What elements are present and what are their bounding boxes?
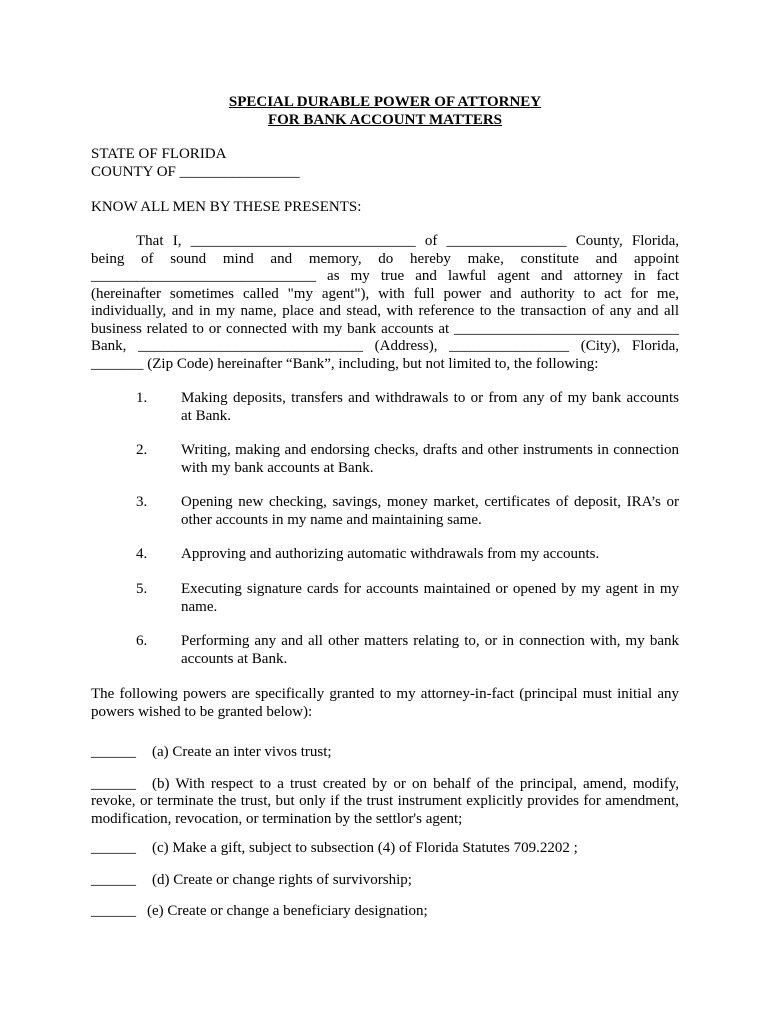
list-item-5-line-1: Executing signature cards for accounts maintained or opened by my agent in my <box>181 581 679 597</box>
main-para-line-4: (hereinafter sometimes called "my agent"), with full power and authority to act for me, <box>91 286 679 302</box>
title-line-2: FOR BANK ACCOUNT MATTERS <box>267 112 503 128</box>
main-para-line-7: Bank, ______________________________ (Address), ________________ (City), Florida, <box>91 338 679 354</box>
powers-intro-line-1: The following powers are specifically granted to my attorney-in-fact (principal must initial any <box>91 686 679 702</box>
list-item-4-line-1: Approving and authorizing automatic withdrawals from my accounts. <box>181 546 600 562</box>
main-para-line-3: ______________________________ as my true and lawful agent and attorney in fact <box>91 268 679 284</box>
main-para-line-8: _______ (Zip Code) hereinafter “Bank”, including, but not limited to, the following: <box>91 356 599 372</box>
power-d-text: (d) Create or change rights of survivorship; <box>152 872 412 888</box>
power-d-initial-blank: ______ <box>91 872 136 888</box>
state-line: STATE OF FLORIDA <box>91 146 227 162</box>
main-para-line-2: being of sound mind and memory, do hereby make, constitute and appoint <box>91 251 679 267</box>
know-all-men: KNOW ALL MEN BY THESE PRESENTS: <box>91 199 362 215</box>
list-item-6-line-1: Performing any and all other matters relating to, or in connection with, my bank <box>181 633 679 649</box>
power-a-initial-blank: ______ <box>91 744 136 760</box>
power-b-initial-blank: ______ <box>91 776 136 792</box>
title-line-1: SPECIAL DURABLE POWER OF ATTORNEY <box>228 94 542 110</box>
list-item-2-line-1: Writing, making and endorsing checks, drafts and other instruments in connection <box>181 442 679 458</box>
list-number-2: 2. <box>136 442 148 458</box>
power-e-initial-blank: ______ <box>91 903 136 919</box>
list-number-5: 5. <box>136 581 148 597</box>
power-c-initial-blank: ______ <box>91 840 136 856</box>
list-item-1-line-2: at Bank. <box>181 408 231 424</box>
list-number-4: 4. <box>136 546 148 562</box>
power-b-text-line-2: revoke, or terminate the trust, but only if the trust instrument explicitly provides for amendment, <box>91 793 679 809</box>
list-number-1: 1. <box>136 390 148 406</box>
power-b-text-line-3: modification, revocation, or termination by the settlor's agent; <box>91 811 463 827</box>
list-item-2-line-2: with my bank accounts at Bank. <box>181 460 374 476</box>
list-item-3-line-1: Opening new checking, savings, money market, certificates of deposit, IRA’s or <box>181 494 679 510</box>
county-line: COUNTY OF ________________ <box>91 164 300 180</box>
powers-intro-line-2: powers wished to be granted below): <box>91 704 313 720</box>
main-para-line-1: That I, ______________________________ of ________________ County, Florida, <box>136 233 679 249</box>
main-para-line-5: individually, and in my name, place and stead, with reference to the transaction of any and all <box>91 303 679 319</box>
main-para-line-6: business related to or connected with my bank accounts at ______________________________ <box>91 321 679 337</box>
power-b-text-line-1: (b) With respect to a trust created by or on behalf of the principal, amend, modify, <box>152 776 679 792</box>
list-number-6: 6. <box>136 633 148 649</box>
list-item-1-line-1: Making deposits, transfers and withdrawals to or from any of my bank accounts <box>181 390 679 406</box>
list-item-3-line-2: other accounts in my name and maintaining same. <box>181 512 482 528</box>
power-e-text: (e) Create or change a beneficiary designation; <box>147 903 428 919</box>
list-item-6-line-2: accounts at Bank. <box>181 651 288 667</box>
power-c-text: (c) Make a gift, subject to subsection (4) of Florida Statutes 709.2202 ; <box>152 840 578 856</box>
list-number-3: 3. <box>136 494 148 510</box>
list-item-5-line-2: name. <box>181 599 218 615</box>
power-a-text: (a) Create an inter vivos trust; <box>152 744 332 760</box>
